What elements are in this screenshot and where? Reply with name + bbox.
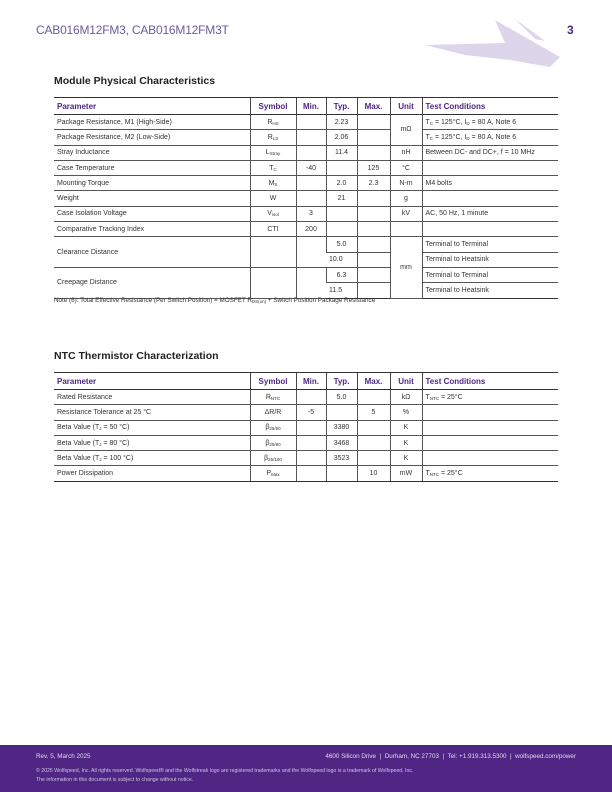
cell-test-conditions bbox=[422, 130, 558, 145]
symbol: R bbox=[267, 118, 273, 126]
cell-unit: K bbox=[390, 435, 422, 450]
cell-max bbox=[357, 222, 390, 237]
col-min: Min. bbox=[296, 98, 326, 115]
cond-rest: = 125°C, I bbox=[433, 133, 467, 141]
cell-max bbox=[357, 191, 390, 206]
cell-parameter: Case Temperature bbox=[54, 160, 250, 175]
symbol-subscript: C bbox=[273, 166, 277, 172]
col-max: Max. bbox=[357, 373, 390, 390]
cell-max bbox=[357, 435, 390, 450]
cell-min bbox=[296, 130, 326, 145]
section-title-physical: Module Physical Characteristics bbox=[54, 75, 216, 87]
cond-rest: = 25°C bbox=[439, 393, 463, 401]
cell-symbol bbox=[250, 420, 296, 435]
cell-min bbox=[296, 176, 326, 191]
symbol-subscript: 25/100 bbox=[268, 456, 282, 462]
cell-test-conditions bbox=[422, 160, 558, 175]
symbol-subscript: NTC bbox=[270, 395, 281, 401]
cell-unit: mW bbox=[390, 466, 422, 481]
cell-min bbox=[296, 451, 326, 466]
document-title: CAB016M12FM3, CAB016M12FM3T bbox=[36, 23, 229, 37]
cell-unit: nH bbox=[390, 145, 422, 160]
cell-max bbox=[357, 420, 390, 435]
revision: Rev. 5, March 2025 bbox=[36, 753, 91, 760]
symbol-subscript: HS bbox=[272, 120, 279, 126]
cell-symbol bbox=[250, 466, 296, 481]
cell-parameter: Case Isolation Voltage bbox=[54, 206, 250, 221]
ntc-characterization-table bbox=[54, 372, 558, 482]
cell-max bbox=[357, 206, 390, 221]
symbol: β bbox=[265, 439, 270, 447]
cell-typ: 21 bbox=[326, 191, 357, 206]
symbol: V bbox=[267, 210, 272, 218]
symbol: ΔR/R bbox=[264, 408, 282, 416]
symbol: β bbox=[264, 454, 269, 462]
cell-test-conditions bbox=[422, 451, 558, 466]
note-sub: DS(on) bbox=[251, 299, 267, 304]
cond-rest2: = 80 A, Note 6 bbox=[469, 133, 517, 141]
col-test-conditions: Test Conditions bbox=[422, 98, 558, 115]
cond: T bbox=[425, 393, 430, 401]
col-unit: Unit bbox=[390, 98, 422, 115]
cell-unit: K bbox=[390, 420, 422, 435]
cell-unit: °C bbox=[390, 160, 422, 175]
cell-parameter bbox=[54, 451, 250, 466]
cell-typ: 3468 bbox=[326, 435, 357, 450]
cell-test-conditions bbox=[422, 222, 558, 237]
cell-typ bbox=[326, 222, 357, 237]
note-text: Note (6): Total Effective Resistance (Per Switch Position) = MOSFET R bbox=[54, 297, 252, 304]
table-row bbox=[54, 176, 558, 191]
cell-typ: 11.5 bbox=[326, 283, 357, 298]
cond-sub: C bbox=[429, 135, 434, 141]
cell-parameter: Resistance Tolerance at 25 °C bbox=[54, 405, 250, 420]
cell-parameter: Mounting Torque bbox=[54, 176, 250, 191]
cell-parameter: Package Resistance, M1 (High-Side) bbox=[54, 115, 250, 130]
cell-max bbox=[357, 252, 390, 267]
cell-symbol bbox=[250, 237, 296, 268]
cell-typ bbox=[326, 405, 357, 420]
cell-symbol bbox=[250, 451, 296, 466]
col-unit: Unit bbox=[390, 373, 422, 390]
cell-typ: 3523 bbox=[326, 451, 357, 466]
param-sub: J bbox=[99, 441, 102, 447]
cell-parameter: Weight bbox=[54, 191, 250, 206]
table-row bbox=[54, 115, 558, 130]
cell-unit: N-m bbox=[390, 176, 422, 191]
table-row bbox=[54, 420, 558, 435]
disclaimer: The information in this document is subject to change without notice. bbox=[36, 777, 194, 783]
cell-parameter bbox=[54, 435, 250, 450]
cell-test-conditions: Between DC- and DC+, f = 10 MHz bbox=[422, 145, 558, 160]
cell-symbol bbox=[250, 160, 296, 175]
col-min: Min. bbox=[296, 373, 326, 390]
symbol-subscript: isol bbox=[271, 212, 279, 218]
cell-symbol bbox=[250, 206, 296, 221]
symbol: W bbox=[269, 195, 277, 203]
cell-max: 5 bbox=[357, 405, 390, 420]
cell-max: 2.3 bbox=[357, 176, 390, 191]
param-end: = 50 °C) bbox=[101, 424, 130, 432]
cell-typ: 3380 bbox=[326, 420, 357, 435]
cond-sub: NTC bbox=[429, 472, 440, 478]
symbol: P bbox=[266, 470, 272, 478]
col-parameter: Parameter bbox=[54, 98, 250, 115]
cell-test-conditions bbox=[422, 191, 558, 206]
copyright: © 2025 Wolfspeed, Inc. All rights reserved. Wolfspeed® and the Wolfstreak logo are registered trademarks and the Wolfspeed logo is a trademark of Wolfspeed, Inc. bbox=[36, 768, 414, 774]
cell-typ: 2.0 bbox=[326, 176, 357, 191]
symbol-subscript: 25/50 bbox=[269, 426, 281, 432]
table-row bbox=[54, 237, 558, 252]
cond-rest: = 25°C bbox=[439, 470, 463, 478]
table-header-row bbox=[54, 373, 558, 390]
cond: T bbox=[425, 133, 430, 141]
cell-test-conditions: AC, 50 Hz, 1 minute bbox=[422, 206, 558, 221]
cond-sub: C bbox=[429, 120, 434, 126]
cell-unit: mΩ bbox=[390, 115, 422, 146]
cell-test-conditions: Terminal to Terminal bbox=[422, 237, 558, 252]
cell-typ: 5.0 bbox=[326, 237, 357, 252]
col-test-conditions: Test Conditions bbox=[422, 373, 558, 390]
param: Beta Value (T bbox=[57, 439, 100, 447]
cell-symbol bbox=[250, 405, 296, 420]
note-text-end: + Switch Position Package Resistance bbox=[266, 297, 376, 304]
cell-max bbox=[357, 390, 390, 405]
legal-notice bbox=[36, 767, 413, 785]
symbol: CTI bbox=[267, 225, 279, 233]
symbol-subscript: S bbox=[274, 181, 278, 187]
wolfstreak-logo-icon bbox=[410, 15, 570, 70]
cell-max bbox=[357, 283, 390, 298]
col-parameter: Parameter bbox=[54, 373, 250, 390]
cell-min: 3 bbox=[296, 206, 326, 221]
cell-parameter: Comparative Tracking Index bbox=[54, 222, 250, 237]
param-sub: J bbox=[99, 426, 102, 432]
cell-test-conditions bbox=[422, 390, 558, 405]
cell-parameter: Stray Inductance bbox=[54, 145, 250, 160]
cond-rest2: = 80 A, Note 6 bbox=[469, 118, 517, 126]
page-number: 3 bbox=[567, 23, 574, 37]
table-row bbox=[54, 390, 558, 405]
table-row bbox=[54, 130, 558, 145]
cell-unit bbox=[390, 222, 422, 237]
param-end: = 80 °C) bbox=[101, 439, 130, 447]
contact-info: 4600 Silicon Drive | Durham, NC 27703 | Tel: +1.919.313.5300 | wolfspeed.com/power bbox=[325, 753, 576, 760]
symbol: R bbox=[267, 133, 273, 141]
cell-parameter: Rated Resistance bbox=[54, 390, 250, 405]
table-row bbox=[54, 145, 558, 160]
table-row bbox=[54, 191, 558, 206]
cell-symbol bbox=[250, 390, 296, 405]
cell-symbol bbox=[250, 176, 296, 191]
cell-typ: 2.06 bbox=[326, 130, 357, 145]
cell-typ: 5.0 bbox=[326, 390, 357, 405]
cell-unit: kΩ bbox=[390, 390, 422, 405]
section-title-ntc: NTC Thermistor Characterization bbox=[54, 350, 219, 362]
table-row bbox=[54, 466, 558, 481]
cell-test-conditions bbox=[422, 405, 558, 420]
cell-test-conditions bbox=[422, 115, 558, 130]
cell-unit: K bbox=[390, 451, 422, 466]
cell-min bbox=[296, 115, 326, 130]
table-header-row bbox=[54, 98, 558, 115]
cell-typ bbox=[326, 160, 357, 175]
symbol-subscript: 25/80 bbox=[269, 441, 281, 447]
cell-max bbox=[357, 451, 390, 466]
table-row bbox=[54, 206, 558, 221]
cell-unit: % bbox=[390, 405, 422, 420]
symbol: β bbox=[265, 424, 270, 432]
table-row bbox=[54, 267, 558, 282]
cell-max bbox=[357, 237, 390, 252]
symbol-subscript: LS bbox=[272, 135, 279, 141]
cell-typ bbox=[326, 466, 357, 481]
cell-symbol bbox=[250, 130, 296, 145]
cell-unit: g bbox=[390, 191, 422, 206]
param-sub: J bbox=[99, 456, 102, 462]
cell-min bbox=[296, 390, 326, 405]
table-row bbox=[54, 222, 558, 237]
cell-max bbox=[357, 267, 390, 282]
cell-parameter: Clearance Distance bbox=[54, 237, 250, 268]
footer bbox=[0, 745, 612, 792]
cell-typ bbox=[326, 206, 357, 221]
cell-max bbox=[357, 115, 390, 130]
param-end: = 100 °C) bbox=[101, 454, 134, 462]
cell-symbol bbox=[250, 267, 296, 298]
cell-parameter: Creepage Distance bbox=[54, 267, 250, 298]
col-symbol: Symbol bbox=[250, 373, 296, 390]
symbol: M bbox=[268, 179, 275, 187]
col-typ: Typ. bbox=[326, 373, 357, 390]
param: Beta Value (T bbox=[57, 424, 100, 432]
cell-test-conditions: Terminal to Heatsink bbox=[422, 252, 558, 267]
cond: T bbox=[425, 118, 430, 126]
cell-symbol bbox=[250, 191, 296, 206]
cell-min bbox=[296, 420, 326, 435]
symbol: L bbox=[265, 149, 270, 157]
cell-test-conditions bbox=[422, 435, 558, 450]
cond-sub: NTC bbox=[429, 395, 440, 401]
symbol: R bbox=[265, 393, 271, 401]
cell-min: -40 bbox=[296, 160, 326, 175]
symbol-subscript: Stray bbox=[269, 151, 281, 157]
cell-typ: 11.4 bbox=[326, 145, 357, 160]
cell-min: -5 bbox=[296, 405, 326, 420]
cell-test-conditions: Terminal to Terminal bbox=[422, 267, 558, 282]
physical-characteristics-table bbox=[54, 97, 558, 299]
cell-unit: mm bbox=[390, 237, 422, 298]
symbol: T bbox=[269, 164, 274, 172]
col-symbol: Symbol bbox=[250, 98, 296, 115]
cell-min bbox=[296, 435, 326, 450]
cell-min bbox=[296, 466, 326, 481]
cell-test-conditions: M4 bolts bbox=[422, 176, 558, 191]
cell-min bbox=[296, 145, 326, 160]
param: Beta Value (T bbox=[57, 454, 100, 462]
cell-symbol bbox=[250, 115, 296, 130]
cond: T bbox=[425, 470, 430, 478]
cond-rest: = 125°C, I bbox=[433, 118, 467, 126]
cell-symbol bbox=[250, 435, 296, 450]
symbol-subscript: Max bbox=[271, 472, 280, 478]
cell-max: 125 bbox=[357, 160, 390, 175]
cell-test-conditions bbox=[422, 420, 558, 435]
cell-min bbox=[296, 237, 326, 268]
cond-sub2: D bbox=[466, 120, 470, 126]
cell-test-conditions bbox=[422, 466, 558, 481]
cell-unit: kV bbox=[390, 206, 422, 221]
table-row bbox=[54, 160, 558, 175]
cell-parameter bbox=[54, 420, 250, 435]
cell-parameter: Power Dissipation bbox=[54, 466, 250, 481]
table-row bbox=[54, 435, 558, 450]
table-row bbox=[54, 451, 558, 466]
cell-parameter: Package Resistance, M2 (Low-Side) bbox=[54, 130, 250, 145]
cell-test-conditions: Terminal to Heatsink bbox=[422, 283, 558, 298]
cell-max bbox=[357, 130, 390, 145]
cell-max bbox=[357, 145, 390, 160]
cell-min bbox=[296, 191, 326, 206]
table-row bbox=[54, 405, 558, 420]
footnote-6 bbox=[54, 297, 375, 304]
cell-symbol bbox=[250, 145, 296, 160]
col-typ: Typ. bbox=[326, 98, 357, 115]
cond-sub2: D bbox=[466, 135, 470, 141]
cell-symbol bbox=[250, 222, 296, 237]
cell-typ: 10.0 bbox=[326, 252, 357, 267]
cell-typ: 6.3 bbox=[326, 267, 357, 282]
cell-min bbox=[296, 267, 326, 298]
cell-min: 200 bbox=[296, 222, 326, 237]
cell-max: 10 bbox=[357, 466, 390, 481]
cell-typ: 2.23 bbox=[326, 115, 357, 130]
col-max: Max. bbox=[357, 98, 390, 115]
